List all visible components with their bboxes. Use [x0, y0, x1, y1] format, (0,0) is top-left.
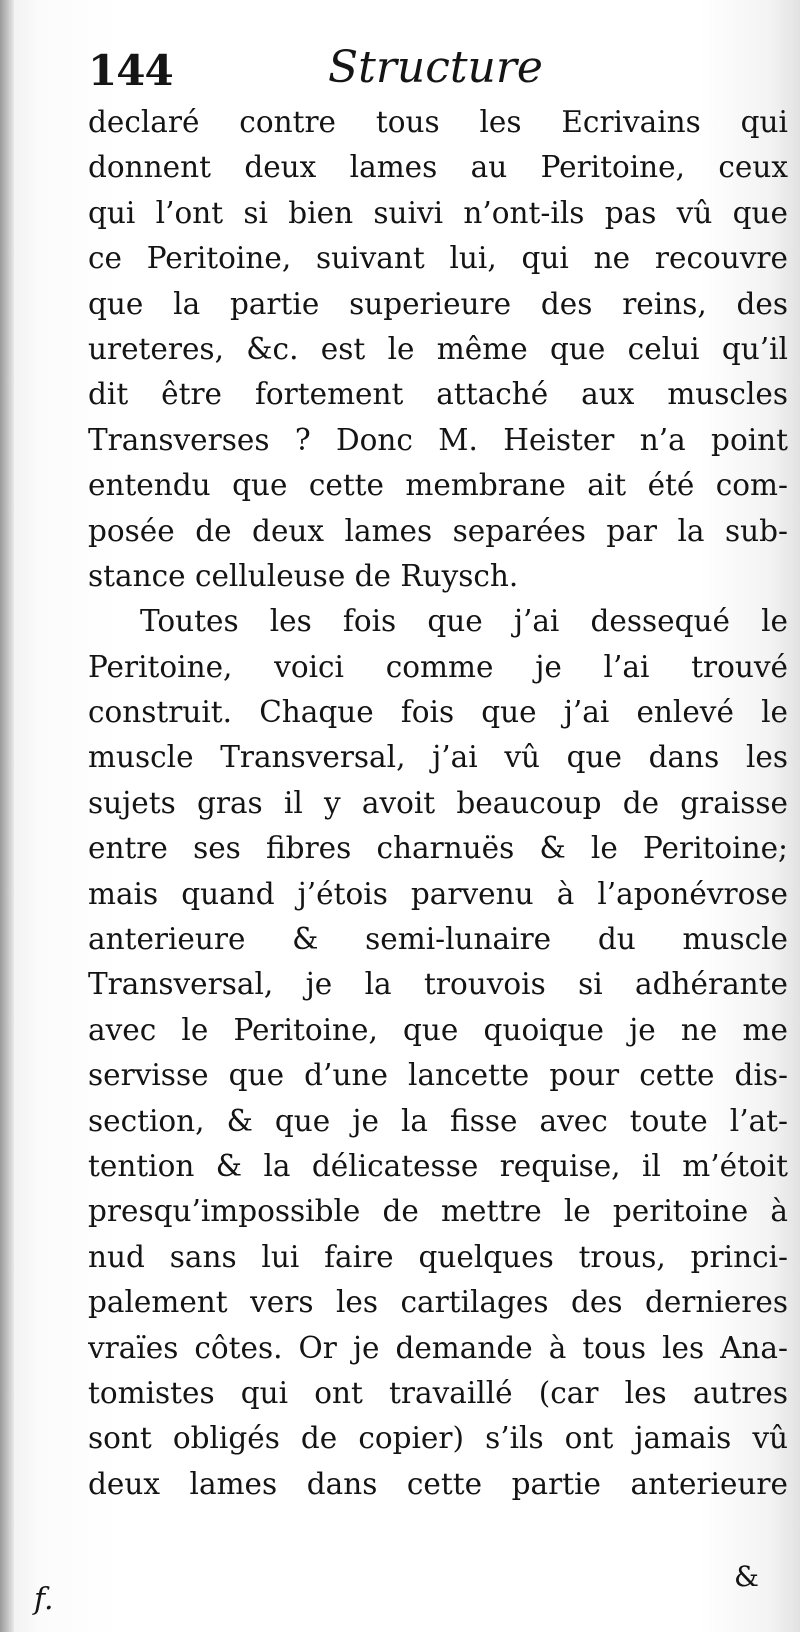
text-line: qui l’ont si bien suivi n’ont-ils pas vû que — [88, 195, 788, 230]
text-line: Peritoine, voici comme je l’ai trouvé — [88, 649, 788, 684]
text-line: section, & que je la fisse avec toute l’at- — [88, 1103, 788, 1138]
text-line: que la partie superieure des reins, des — [88, 286, 788, 321]
text-line: entendu que cette membrane ait été com- — [88, 468, 788, 503]
text-line: tomistes qui ont travaillé (car les autres — [88, 1375, 788, 1410]
text-line: vraïes côtes. Or je demande à tous les Ana- — [88, 1330, 788, 1365]
running-head — [88, 42, 788, 106]
text-line: Transverses ? Donc M. Heister n’a point — [88, 422, 788, 457]
page-number: 144 — [88, 46, 173, 95]
text-line: mais quand j’étois parvenu à l’aponévrose — [88, 876, 788, 911]
text-line: sont obligés de copier) s’ils ont jamais vû — [88, 1421, 788, 1456]
text-line: tention & la délicatesse requise, il m’étoit — [88, 1148, 788, 1183]
text-line: declaré contre tous les Ecrivains qui — [88, 105, 788, 139]
text-line: posée de deux lames separées par la sub- — [88, 513, 788, 548]
text-line: Transversal, je la trouvois si adhérante — [88, 967, 788, 1002]
text-line: sujets gras il y avoit beaucoup de graisse — [88, 785, 788, 820]
gutter-shadow — [0, 0, 14, 1632]
paragraph-start-line: Toutes les fois que j’ai dessequé le — [140, 604, 788, 639]
catchword: & — [734, 1560, 759, 1593]
text-line: muscle Transversal, j’ai vû que dans les — [88, 740, 788, 775]
text-line: deux lames dans cette partie anterieure — [88, 1466, 788, 1501]
running-title: Structure — [328, 42, 543, 93]
text-line: ce Peritoine, suivant lui, qui ne recouvre — [88, 241, 788, 276]
text-line: ureteres, &c. est le même que celui qu’il — [88, 331, 788, 366]
text-line: stance celluleuse de Ruysch. — [88, 558, 519, 593]
text-line: avec le Peritoine, que quoique je ne me — [88, 1012, 788, 1047]
text-line: dit être fortement attaché aux muscles — [88, 377, 788, 412]
text-line: construit. Chaque fois que j’ai enlevé le — [88, 695, 788, 730]
body-text — [88, 100, 788, 1507]
text-line: servisse que d’une lancette pour cette dis- — [88, 1058, 788, 1093]
text-line: anterieure & semi-lunaire du muscle — [88, 922, 788, 957]
text-line: donnent deux lames au Peritoine, ceux — [88, 150, 788, 185]
text-line: entre ses fibres charnuës & le Peritoine; — [88, 831, 788, 866]
margin-mark: f. — [34, 1582, 54, 1617]
text-line: nud sans lui faire quelques trous, princi- — [88, 1239, 788, 1274]
text-line: palement vers les cartilages des dernieres — [88, 1285, 788, 1320]
text-line: presqu’impossible de mettre le peritoine à — [88, 1194, 788, 1229]
